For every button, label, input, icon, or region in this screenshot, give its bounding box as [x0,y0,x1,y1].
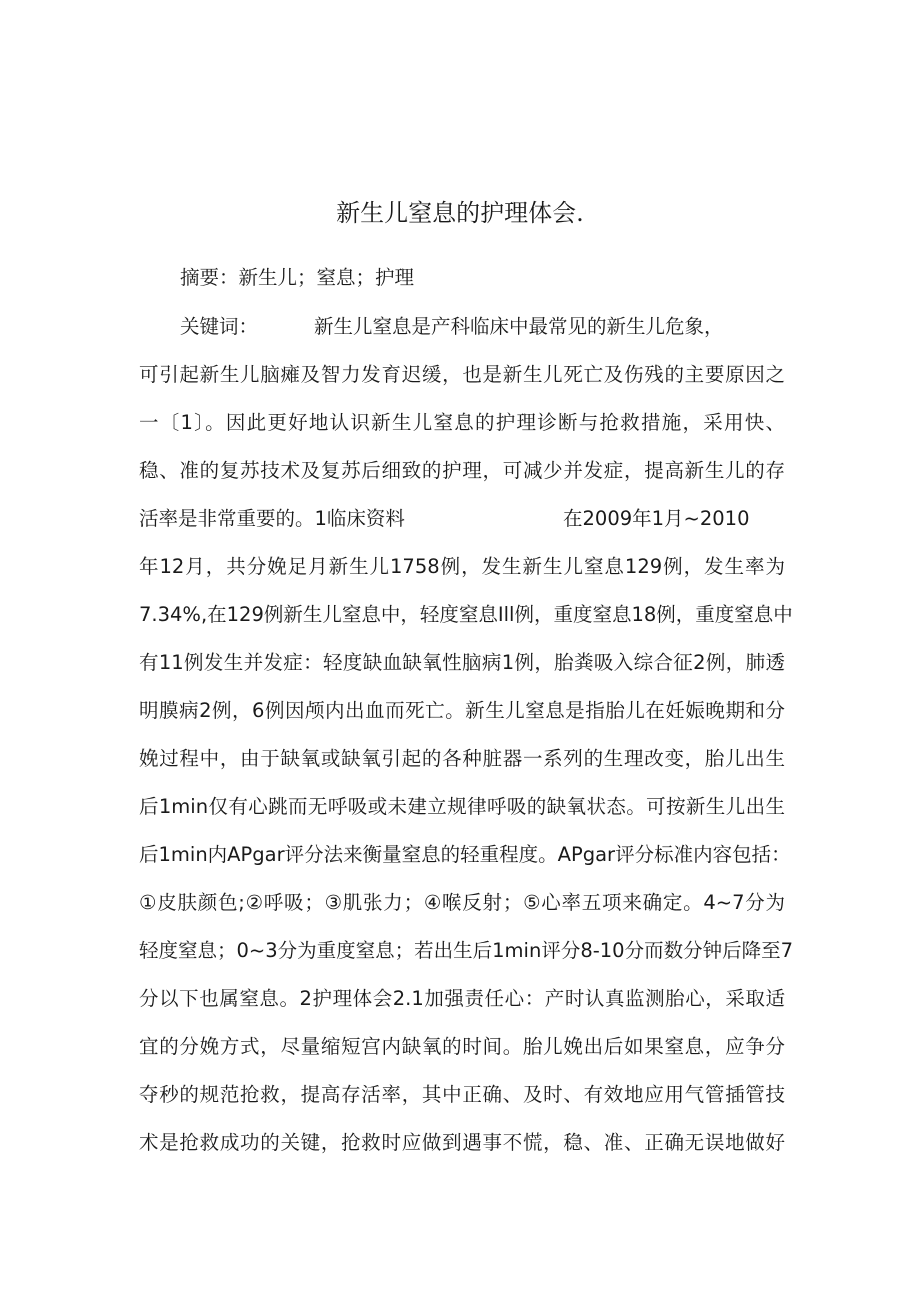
body-line: 有11例发生并发症：轻度缺血缺氧性脑病1例，胎粪吸入综合征2例，肺透 [139,651,785,674]
keywords-text: 新生儿窒息是产科临床中最常见的新生儿危象， [314,315,724,338]
body-line: 7.34%,在129例新生儿窒息中，轻度窒息Ill例，重度窒息18例，重度窒息中 [139,603,793,626]
body-line: 后1min仅有心跳而无呼吸或未建立规律呼吸的缺氧状态。可按新生儿出生 [139,795,785,818]
body-line: 分以下也属窒息。2护理体会2.1加强责任心：产时认真监测胎心，采取适 [139,987,785,1010]
body-line: 稳、准的复苏技术及复苏后细致的护理，可减少并发症，提高新生儿的存 [139,459,785,482]
body-line: 可引起新生儿脑瘫及智力发育迟缓，也是新生儿死亡及伤残的主要原因之 [139,363,785,386]
clinical-data-heading: 活率是非常重要的。1临床资料 [139,507,405,530]
body-line: 夺秒的规范抢救，提高存活率，其中正确、及时、有效地应用气管插管技 [139,1083,785,1106]
keywords-label: 关键词： [180,315,259,338]
document-title: 新生儿窒息的护理体会. [336,199,584,227]
body-line: ①皮肤颜色;②呼吸；③肌张力；④喉反射；⑤心率五项来确定。4~7分为 [139,891,785,914]
clinical-data-date: 在2009年1月~2010 [563,507,750,530]
body-line: 年12月，共分娩足月新生儿1758例，发生新生儿窒息129例，发生率为 [139,555,785,578]
body-line: 术是抢救成功的关键，抢救时应做到遇事不慌，稳、准、正确无误地做好 [139,1131,785,1154]
body-line: 一〔1〕。因此更好地认识新生儿窒息的护理诊断与抢救措施，采用快、 [139,411,785,434]
body-line: 后1min内APgar评分法来衡量窒息的轻重程度。APgar评分标准内容包括： [139,843,791,866]
abstract-line: 摘要：新生儿；窒息；护理 [180,266,415,289]
body-line: 轻度窒息；0~3分为重度窒息；若出生后1min评分8-10分而数分钟后降至7 [139,939,793,962]
body-line: 宜的分娩方式，尽量缩短宫内缺氧的时间。胎儿娩出后如果窒息，应争分 [139,1035,785,1058]
body-line: 娩过程中，由于缺氧或缺氧引起的各种脏器一系列的生理改变，胎儿出生 [139,747,785,770]
body-line: 明膜病2例，6例因颅内出血而死亡。新生儿窒息是指胎儿在妊娠晚期和分 [139,699,785,722]
